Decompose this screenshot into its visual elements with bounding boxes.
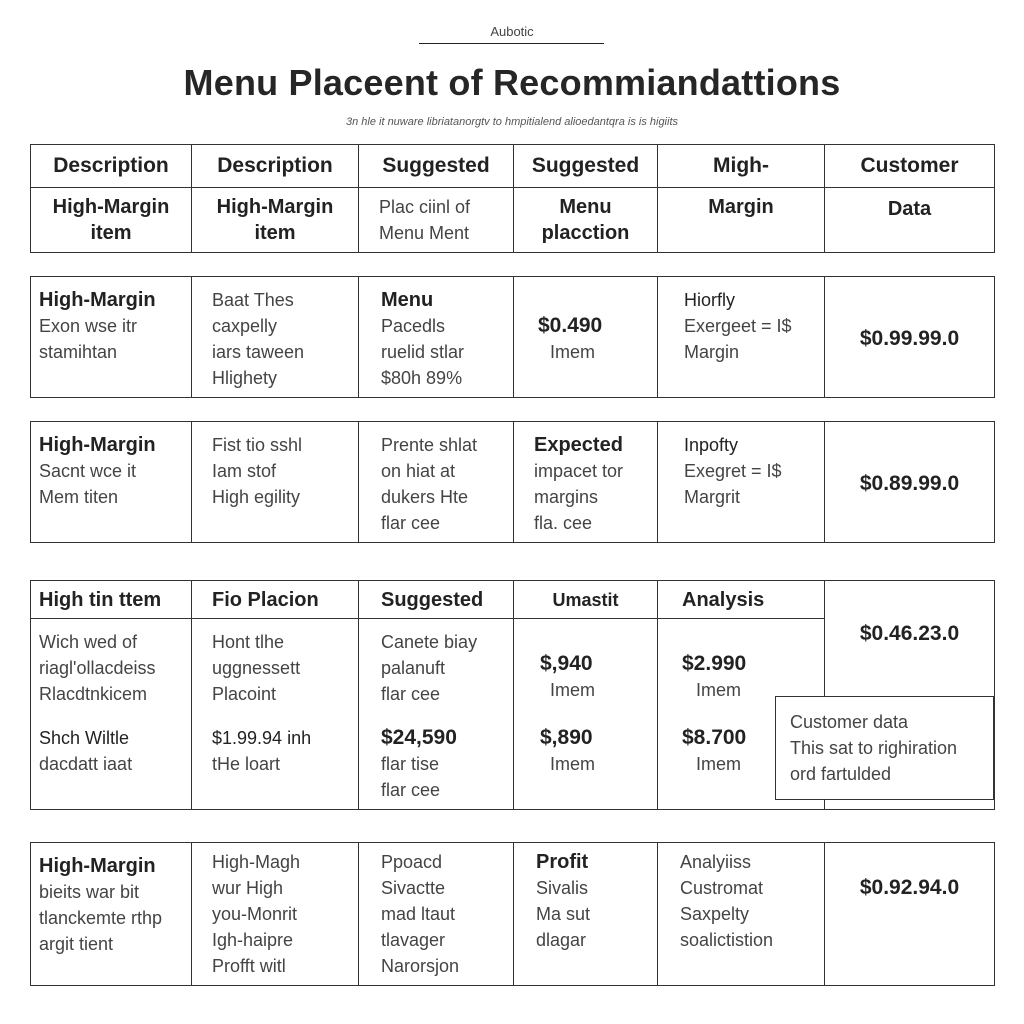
table-cell (514, 581, 658, 619)
cell-text: Placoint (212, 684, 277, 704)
top-label: Aubotic (490, 24, 534, 39)
cell-text: Margin (684, 342, 740, 362)
customer-data-box (775, 696, 994, 800)
cell-text: Baat Thes (212, 290, 294, 310)
cell-text: $1.99.94 inh (212, 728, 312, 748)
header-text: Margin (708, 196, 774, 218)
table-cell (658, 843, 825, 986)
cell-text: Imem (550, 754, 595, 774)
header-cell: Customer (825, 145, 995, 188)
table-cell (514, 843, 658, 986)
header-subcell (514, 188, 658, 253)
header-cell: Description (31, 145, 192, 188)
cell-text: Igh-haipre (212, 930, 294, 950)
cell-text: Iam stof (212, 461, 277, 481)
cell-text: Prente shlat (381, 435, 478, 455)
table-cell (192, 619, 359, 810)
header-cell: Suggested (359, 145, 514, 188)
cell-text: dukers Hte (381, 487, 469, 507)
cell-text: bieits war bit (39, 882, 140, 902)
cell-text: Profft witl (212, 956, 286, 976)
header-subcell (359, 188, 514, 253)
cell-text: Suggested (381, 588, 484, 611)
cell-text: High egility (212, 487, 301, 507)
header-subcell (825, 188, 995, 253)
cell-text: High-Margin (39, 434, 156, 456)
cell-text: Custromat (680, 878, 764, 898)
table-cell (31, 277, 192, 398)
table-cell (825, 843, 995, 986)
header-text: item (254, 222, 296, 244)
table-cell (658, 277, 825, 398)
header-subcell (658, 188, 825, 253)
cell-text: dlagar (536, 930, 587, 950)
cell-text: Exegret = I$ (684, 461, 782, 481)
cell-text: Analyiiss (680, 852, 752, 872)
top-rule (419, 43, 604, 44)
cell-text: Inpofty (684, 435, 739, 455)
price-text: $0.46.23.0 (859, 622, 960, 645)
table-cell (359, 843, 514, 986)
table-cell (825, 277, 995, 398)
cell-text: iars taween (212, 342, 305, 362)
price-text: $0.99.99.0 (859, 327, 960, 350)
table-cell (514, 422, 658, 543)
cell-text: High-Margin (39, 855, 156, 877)
price-text: $0.89.99.0 (859, 472, 960, 495)
price-text: $24,590 (381, 726, 457, 749)
table-cell (359, 619, 514, 810)
header-text: placction (541, 222, 630, 244)
table-cell (514, 277, 658, 398)
cell-text: you-Monrit (212, 904, 298, 924)
cell-text: palanuft (381, 658, 446, 678)
cell-text: Analysis (682, 588, 765, 611)
page-title: Menu Placeent of Recommiandattions (183, 62, 841, 103)
cell-text: Imem (550, 342, 595, 362)
cell-text: stamihtan (39, 342, 118, 362)
cell-text: Hont tlhe (212, 632, 285, 652)
table-row (30, 421, 995, 543)
cell-text: Imem (696, 754, 741, 774)
cell-text: tHe loart (212, 754, 281, 774)
cell-text: Canete biay (381, 632, 478, 652)
table-cell (658, 422, 825, 543)
header-subcell (31, 188, 192, 253)
cell-text: Shch Wiltle (39, 728, 130, 748)
cell-text: on hiat at (381, 461, 456, 481)
cell-text: Umastit (552, 589, 619, 610)
cell-text: wur High (212, 878, 284, 898)
cell-text: Wich wed of (39, 632, 138, 652)
header-text: Plac ciinl of (379, 197, 471, 217)
cell-text: Mem titen (39, 487, 119, 507)
cell-text: This sat to righiration (790, 738, 958, 758)
cell-text: Fist tio sshl (212, 435, 303, 455)
cell-text: margins (534, 487, 599, 507)
cell-text: Narorsjon (381, 956, 460, 976)
cell-text: Profit (536, 851, 589, 873)
table-cell (31, 619, 192, 810)
cell-text: $80h 89% (381, 368, 463, 388)
cell-text: tlavager (381, 930, 446, 950)
table-cell (192, 843, 359, 986)
header-text: Menu (559, 196, 612, 218)
header-subcell (192, 188, 359, 253)
cell-text: Pacedls (381, 316, 446, 336)
cell-text: Saxpelty (680, 904, 750, 924)
price-text: $0.92.94.0 (859, 876, 960, 899)
table-cell (31, 422, 192, 543)
table-row (30, 842, 995, 986)
header-cell: Migh- (658, 145, 825, 188)
cell-text: Customer data (790, 712, 909, 732)
cell-text: High-Margin (39, 289, 156, 311)
cell-text: Exergeet = I$ (684, 316, 792, 336)
price-text: $,890 (540, 726, 593, 749)
cell-text: riagl'ollacdeiss (39, 658, 156, 678)
table-cell (359, 422, 514, 543)
header-cell: Description (192, 145, 359, 188)
header-cell: Suggested (514, 145, 658, 188)
cell-text: Exon wse itr (39, 316, 138, 336)
table-cell (31, 581, 192, 619)
cell-text: Fio Placion (212, 588, 319, 611)
table-cell (31, 843, 192, 986)
table-cell (359, 581, 514, 619)
cell-text: Expected (534, 434, 623, 456)
cell-text: tlanckemte rthp (39, 908, 163, 928)
price-text: $0.490 (538, 314, 603, 337)
price-text: $8.700 (682, 726, 747, 749)
table-cell (825, 422, 995, 543)
cell-text: mad ltaut (381, 904, 456, 924)
cell-text: High-Magh (212, 852, 301, 872)
cell-text: caxpelly (212, 316, 278, 336)
cell-text: Imem (696, 680, 741, 700)
table-cell (514, 619, 658, 810)
table-cell (192, 277, 359, 398)
table-cell (192, 422, 359, 543)
header-text: Menu Ment (379, 223, 470, 243)
cell-text: Menu (381, 289, 434, 311)
cell-text: argit tient (39, 934, 114, 954)
cell-text: Ppoacd (381, 852, 443, 872)
cell-text: Margrit (684, 487, 741, 507)
cell-text: flar tise (381, 754, 440, 774)
cell-text: ord fartulded (790, 764, 892, 784)
header-text: High-Margin (52, 196, 170, 218)
cell-text: fla. cee (534, 513, 593, 533)
table-cell (658, 581, 825, 619)
header-table (30, 144, 995, 253)
cell-text: Imem (550, 680, 595, 700)
cell-text: uggnessett (212, 658, 301, 678)
price-text: $,940 (540, 652, 593, 675)
cell-text: flar cee (381, 513, 441, 533)
cell-text: Hiorfly (684, 290, 736, 310)
table-cell (359, 277, 514, 398)
cell-text: High tin ttem (39, 588, 162, 611)
cell-text: dacdatt iaat (39, 754, 133, 774)
cell-text: Ma sut (536, 904, 591, 924)
cell-text: flar cee (381, 780, 441, 800)
cell-text: Sacnt wce it (39, 461, 137, 481)
header-text: High-Margin (216, 196, 334, 218)
cell-text: Rlacdtnkicem (39, 684, 148, 704)
table-row (30, 276, 995, 398)
cell-text: Hlighety (212, 368, 278, 388)
header-text: item (90, 222, 132, 244)
cell-text: Sivalis (536, 878, 589, 898)
cell-text: Sivactte (381, 878, 446, 898)
table-cell (192, 581, 359, 619)
cell-text: flar cee (381, 684, 441, 704)
page-subtitle: 3n hle it nuware libriatanorgtv to hmpitialend alioedantqra is is higiits (345, 116, 679, 128)
cell-text: ruelid stlar (381, 342, 465, 362)
header-text: Data (887, 198, 932, 220)
cell-text: soalictistion (680, 930, 774, 950)
cell-text: impacet tor (534, 461, 624, 481)
price-text: $2.990 (682, 652, 747, 675)
